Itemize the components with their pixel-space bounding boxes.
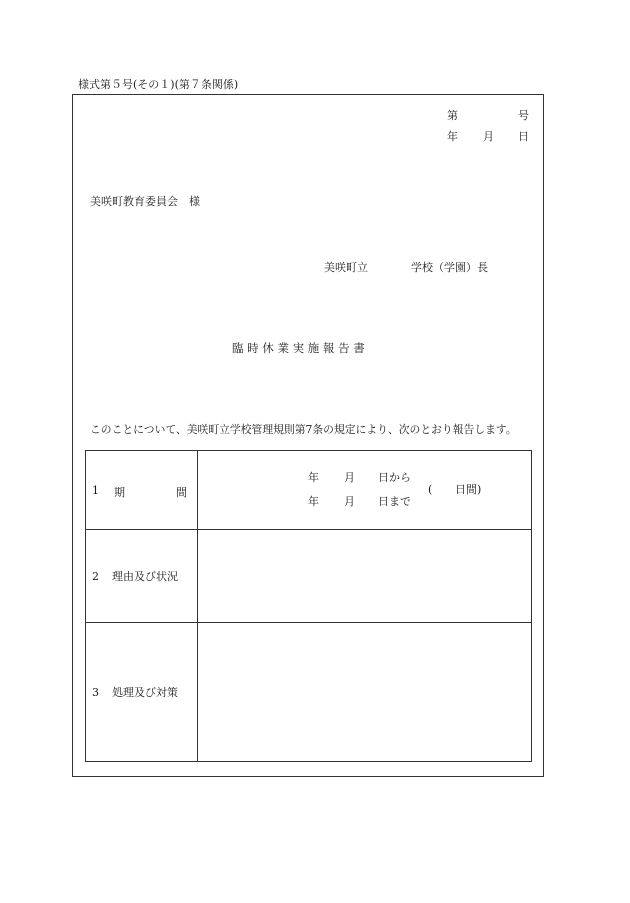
measures-label-cell: [86, 623, 198, 762]
measures-value-cell[interactable]: [198, 623, 532, 762]
row-number: 3: [92, 686, 99, 699]
table-row-measures: [86, 623, 532, 762]
reason-value-cell[interactable]: [198, 530, 532, 623]
period-from-month: 月: [344, 471, 355, 484]
number-go-label: 号: [518, 109, 529, 122]
period-value-cell[interactable]: [198, 451, 532, 530]
reason-label: 理由及び状況: [112, 570, 178, 583]
period-label-ki: 期: [114, 486, 125, 499]
period-from-year: 年: [308, 471, 319, 484]
period-to-month: 月: [344, 495, 355, 508]
intro-text: このことについて、美咲町立学校管理規則第7条の規定により、次のとおり報告します。: [90, 423, 517, 436]
table-row-period: [86, 451, 532, 530]
sender-school-principal: 学校（学園）長: [411, 261, 488, 274]
period-to-day: 日まで: [378, 495, 411, 508]
number-dai-label: 第: [447, 109, 458, 122]
row-number: 1: [92, 484, 99, 497]
period-label-kan: 間: [176, 486, 187, 499]
addressee: 美咲町教育委員会 様: [90, 195, 200, 208]
report-table: [85, 450, 532, 762]
period-label-cell: [86, 451, 198, 530]
table-row-reason: [86, 530, 532, 623]
form-number-header: 様式第５号(その１)(第７条関係): [78, 78, 239, 91]
measures-label: 処理及び対策: [112, 686, 178, 699]
document-title: 臨 時 休 業 実 施 報 告 書: [232, 341, 365, 355]
date-year-label: 年: [447, 130, 458, 143]
sender-town: 美咲町立: [324, 261, 368, 274]
period-to-year: 年: [308, 495, 319, 508]
date-month-label: 月: [483, 130, 494, 143]
row-number: 2: [92, 570, 99, 583]
reason-label-cell: [86, 530, 198, 623]
date-day-label: 日: [518, 130, 529, 143]
period-from-day: 日から: [378, 471, 411, 484]
period-days-label: 日間): [455, 483, 482, 496]
period-days-open-paren: (: [428, 483, 433, 496]
